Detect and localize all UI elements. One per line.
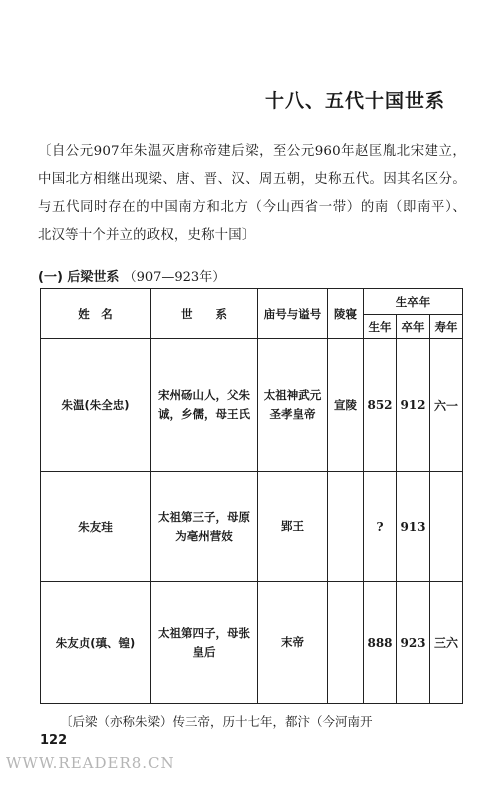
header-age: 寿年 — [430, 315, 463, 339]
chapter-title: 十八、五代十国世系 — [265, 90, 446, 112]
lineage-table — [40, 288, 463, 704]
site-watermark: WWW.READER8.CN — [6, 754, 175, 772]
header-tomb: 陵寝 — [328, 289, 364, 339]
ruler-tomb — [328, 472, 364, 582]
page-number: 122 — [40, 733, 68, 748]
header-name: 姓 名 — [41, 289, 151, 339]
section-heading-title: (一) 后梁世系 — [38, 270, 120, 285]
table-row — [41, 582, 463, 704]
ruler-birth: 852 — [364, 339, 397, 472]
ruler-age: 六一 — [430, 339, 463, 472]
ruler-title: 末帝 — [258, 582, 328, 704]
ruler-name: 朱友珪 — [41, 472, 151, 582]
intro-paragraph: 〔自公元907年朱温灭唐称帝建后梁，至公元960年赵匡胤北宋建立，中国北方相继出现梁、唐、晋、汉、周五朝，史称五代。因其名区分。与五代同时存在的中国南方和北方（今山西省一带）的南（即南平）、北汉等十个并立的政权，史称十国〕 — [38, 144, 466, 243]
ruler-title: 太祖神武元圣孝皇帝 — [258, 339, 328, 472]
ruler-lineage: 太祖第三子，母原为亳州营妓 — [151, 472, 258, 582]
table-row — [41, 339, 463, 472]
header-birth: 生年 — [364, 315, 397, 339]
ruler-death: 913 — [397, 472, 430, 582]
table-header-row — [41, 289, 463, 315]
ruler-birth: 888 — [364, 582, 397, 704]
table-row — [41, 472, 463, 582]
ruler-name: 朱友贞(瑱、锽) — [41, 582, 151, 704]
ruler-tomb — [328, 582, 364, 704]
ruler-age: 三六 — [430, 582, 463, 704]
section-heading-range: （907—923年） — [123, 270, 226, 285]
header-lineage: 世 系 — [151, 289, 258, 339]
ruler-name: 朱温(朱全忠) — [41, 339, 151, 472]
section-heading — [38, 266, 458, 285]
ruler-lineage: 宋州砀山人，父朱诚，乡儒，母王氏 — [151, 339, 258, 472]
ruler-tomb: 宣陵 — [328, 339, 364, 472]
ruler-age — [430, 472, 463, 582]
header-title: 庙号与谥号 — [258, 289, 328, 339]
ruler-death: 912 — [397, 339, 430, 472]
ruler-birth: ? — [364, 472, 397, 582]
ruler-death: 923 — [397, 582, 430, 704]
footnote-text: 〔后梁（亦称朱梁）传三帝，历十七年，都汴（今河南开 — [60, 714, 373, 729]
header-death: 卒年 — [397, 315, 430, 339]
ruler-title: 郢王 — [258, 472, 328, 582]
header-life-years: 生卒年 — [364, 289, 463, 315]
ruler-lineage: 太祖第四子，母张皇后 — [151, 582, 258, 704]
